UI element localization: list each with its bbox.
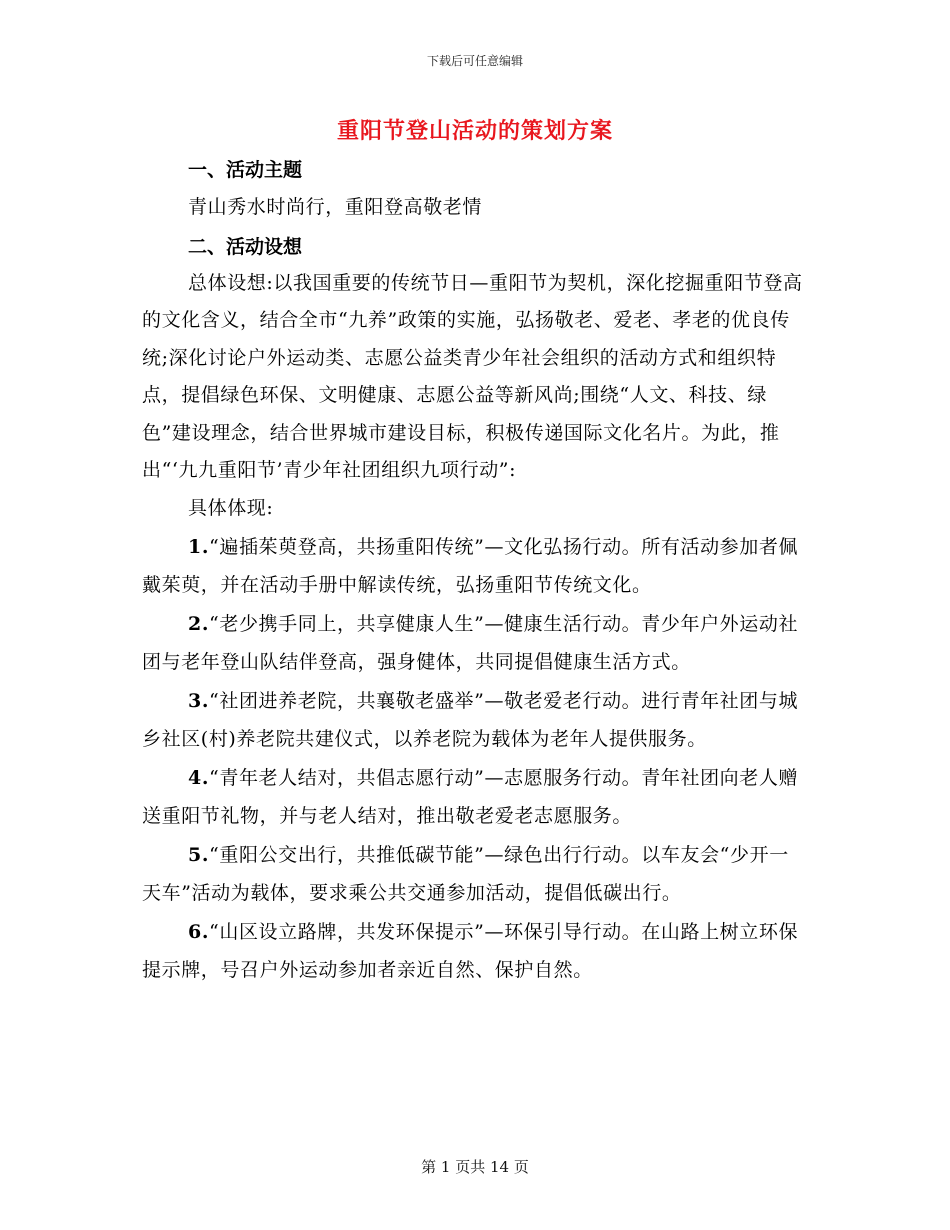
list-item (142, 529, 806, 604)
item-text: “山区设立路牌，共发环保提示”—环保引导行动。在山路上树立环保提示牌，号召户外运动参加者亲近自然、保护自然。 (142, 921, 799, 981)
item-text: “青年老人结对，共倡志愿行动”—志愿服务行动。青年社团向老人赠送重阳节礼物，并与老人结对，推出敬老爱老志愿服务。 (142, 767, 799, 827)
document-body (142, 152, 806, 989)
item-number: 1. (188, 536, 210, 558)
list-item (142, 914, 806, 989)
list-item (142, 683, 806, 758)
header-note: 下载后可任意编辑 (426, 54, 523, 68)
item-number: 5. (188, 844, 210, 866)
item-text: “老少携手同上，共享健康人生”—健康生活行动。青少年户外运动社团与老年登山队结伴登高，强身健体，共同提倡健康生活方式。 (142, 613, 799, 673)
item-number: 2. (188, 613, 210, 635)
details-intro: 具体体现: (188, 496, 274, 519)
page-footer: 第 1 页共 14 页 (421, 1158, 529, 1176)
document-title: 重阳节登山活动的策划方案 (336, 118, 613, 144)
list-item (142, 837, 806, 912)
theme-text: 青山秀水时尚行，重阳登高敬老情 (188, 196, 483, 218)
section-heading-plan: 二、活动设想 (188, 235, 303, 258)
list-item (142, 760, 806, 835)
item-text: “遍插茱萸登高，共扬重阳传统”—文化弘扬行动。所有活动参加者佩戴茱萸，并在活动手册中解读传统，弘扬重阳节传统文化。 (142, 536, 799, 596)
list-item (142, 606, 806, 681)
item-text: “重阳公交出行，共推低碳节能”—绿色出行行动。以车友会“少开一天车”活动为载体，要求乘公共交通参加活动，提倡低碳出行。 (142, 844, 789, 904)
item-number: 4. (188, 767, 210, 789)
overall-plan-paragraph: 总体设想:以我国重要的传统节日—重阳节为契机，深化挖掘重阳节登高的文化含义，结合全市“九养”政策的实施，弘扬敬老、爱老、孝老的优良传统;深化讨论户外运动类、志愿公益类青少年社会组织的活动方式和组织特点，提倡绿色环保、文明健康、志愿公益等新风尚;围绕“人文、科技、绿色”建设理念，结合世界城市建设目标，积极传递国际文化名片。为此，推出“‘九九重阳节’青少年社团组织九项行动”: (142, 271, 803, 481)
item-text: “社团进养老院，共襄敬老盛举”—敬老爱老行动。进行青年社团与城乡社区(村)养老院共建仪式，以养老院为载体为老年人提供服务。 (142, 690, 799, 750)
item-number: 6. (188, 921, 210, 943)
item-number: 3. (188, 690, 210, 712)
section-heading-theme: 一、活动主题 (188, 159, 303, 181)
